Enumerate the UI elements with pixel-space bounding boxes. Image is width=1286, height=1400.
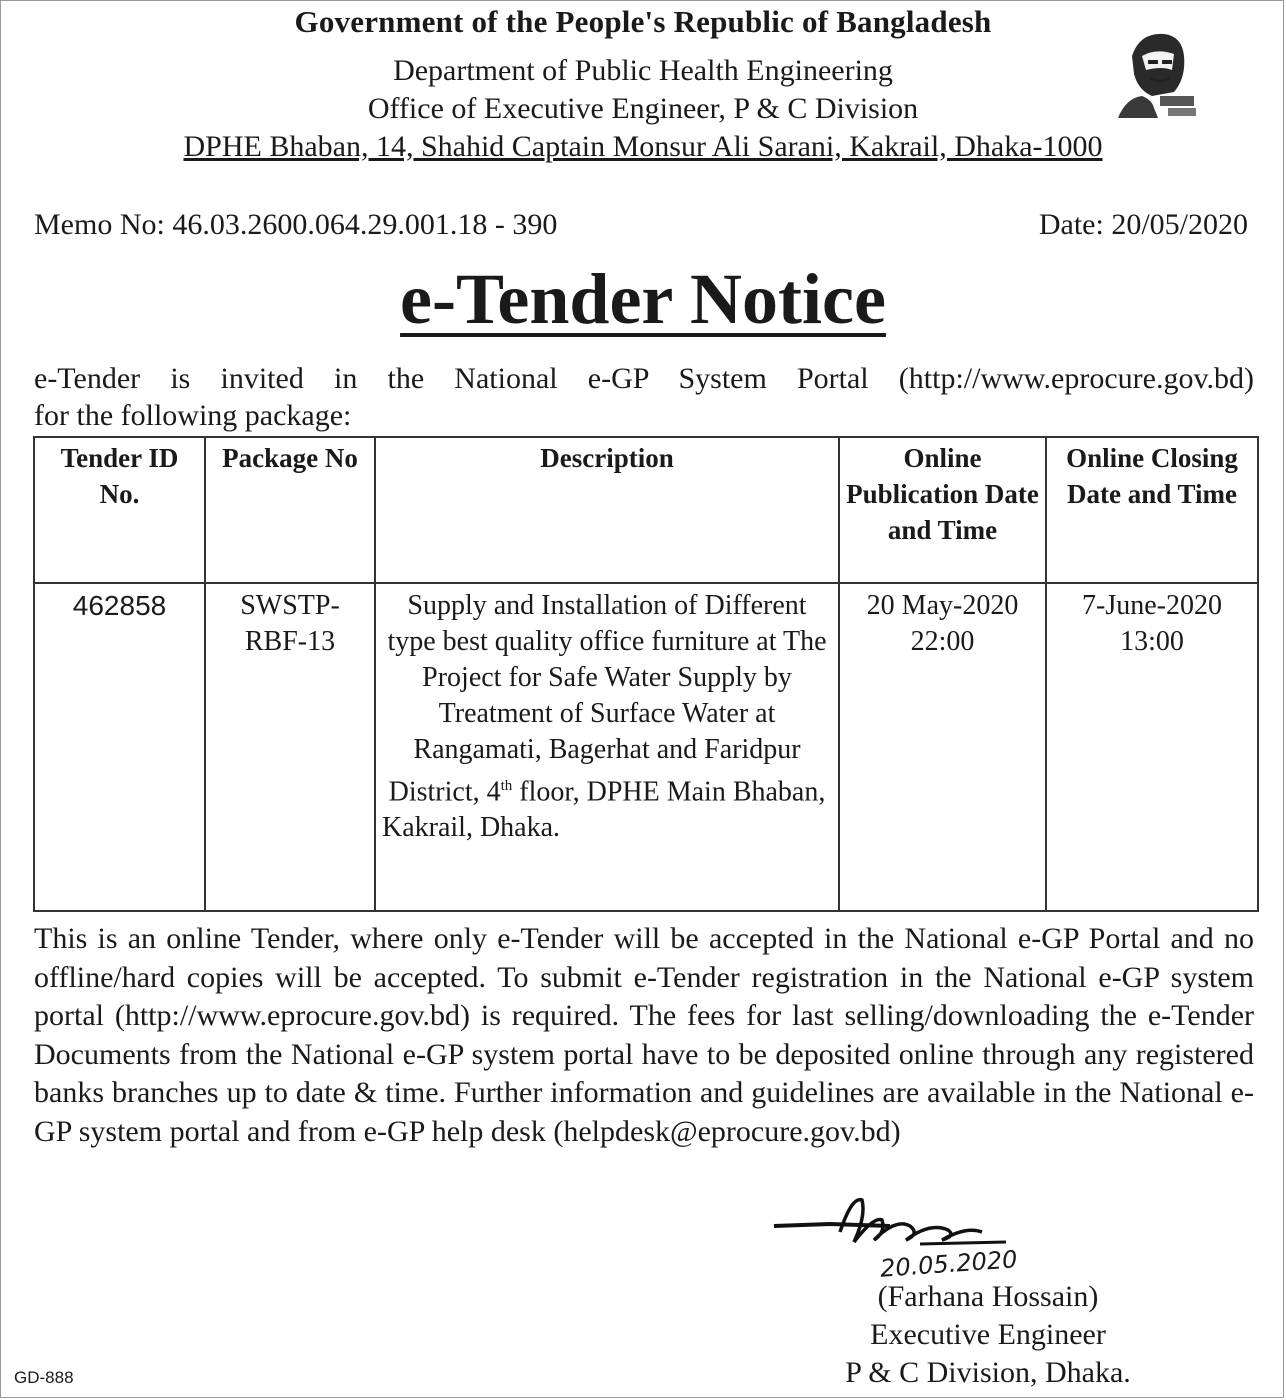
address-text: DPHE Bhaban, 14, Shahid Captain Monsur Ali Sarani, Kakrail, Dhaka-1000 [183, 130, 1103, 163]
description-rest: floor, DPHE Main Bhaban, Kakrail, Dhaka. [382, 776, 826, 844]
table-row [34, 583, 1258, 911]
intro-line-2: for the following package: [34, 399, 352, 432]
header-tender-id: Tender ID No. [34, 437, 205, 583]
signer-name: (Farhana Hossain) [877, 1280, 1099, 1313]
header-publication: Online Publication Date and Time [839, 437, 1046, 583]
header-package-no: Package No [205, 437, 375, 583]
cell-closing: 7-June-2020 13:00 [1046, 583, 1258, 911]
office-address [0, 130, 1286, 164]
signer-designation: Executive Engineer [870, 1318, 1106, 1351]
notice-title [0, 258, 1286, 341]
signer-division: P & C Division, Dhaka. [845, 1356, 1131, 1389]
memo-number: Memo No: 46.03.2600.064.29.001.18 - 390 [34, 208, 558, 241]
header-description: Description [375, 437, 839, 583]
cell-tender-id: 462858 [34, 583, 205, 911]
gd-code: GD-888 [14, 1368, 74, 1387]
description-main: Supply and Installation of Different type best quality office furniture at The Project for Safe Water Supply by Treatment of Surface Water at Rangamati, Bagerhat and Faridpur District, 4 [387, 590, 827, 808]
intro-line-1: e-Tender is invited in the National e-GP System Portal (http://www.eprocure.gov.bd) [34, 362, 1254, 395]
cell-publication: 20 May-2020 22:00 [839, 583, 1046, 911]
notice-title-text: e-Tender Notice [400, 259, 886, 339]
department-name: Department of Public Health Engineering [393, 54, 893, 87]
signature-date: 20.05.2020 [879, 1245, 1019, 1283]
cell-package-no: SWSTP-RBF-13 [205, 583, 375, 911]
mujib-borsho-logo-icon [1112, 26, 1198, 122]
tender-table [33, 436, 1259, 912]
header-closing: Online Closing Date and Time [1046, 437, 1258, 583]
intro-paragraph [34, 360, 1254, 434]
notice-body: This is an online Tender, where only e-Tender will be accepted in the National e-GP Portal and no offline/hard copies will be accepted. To submit e-Tender registration in the National e-GP system portal (http://www.eprocure.gov.bd) is required. The fees for last selling/downloading the e-Tender Documents from the National e-GP system portal have to be deposited online through any registered banks branches up to date & time. Further information and guidelines are available in the National e-GP system portal and from e-GP help desk (helpdesk@eprocure.gov.bd) [34, 922, 1254, 1148]
description-superscript: th [500, 778, 513, 794]
government-title: Government of the People's Republic of Bangladesh [294, 4, 992, 39]
cell-description [375, 583, 839, 911]
table-header-row [34, 437, 1258, 583]
memo-date: Date: 20/05/2020 [1038, 208, 1248, 241]
signer-block [788, 1278, 1188, 1392]
office-name: Office of Executive Engineer, P & C Division [367, 92, 919, 125]
